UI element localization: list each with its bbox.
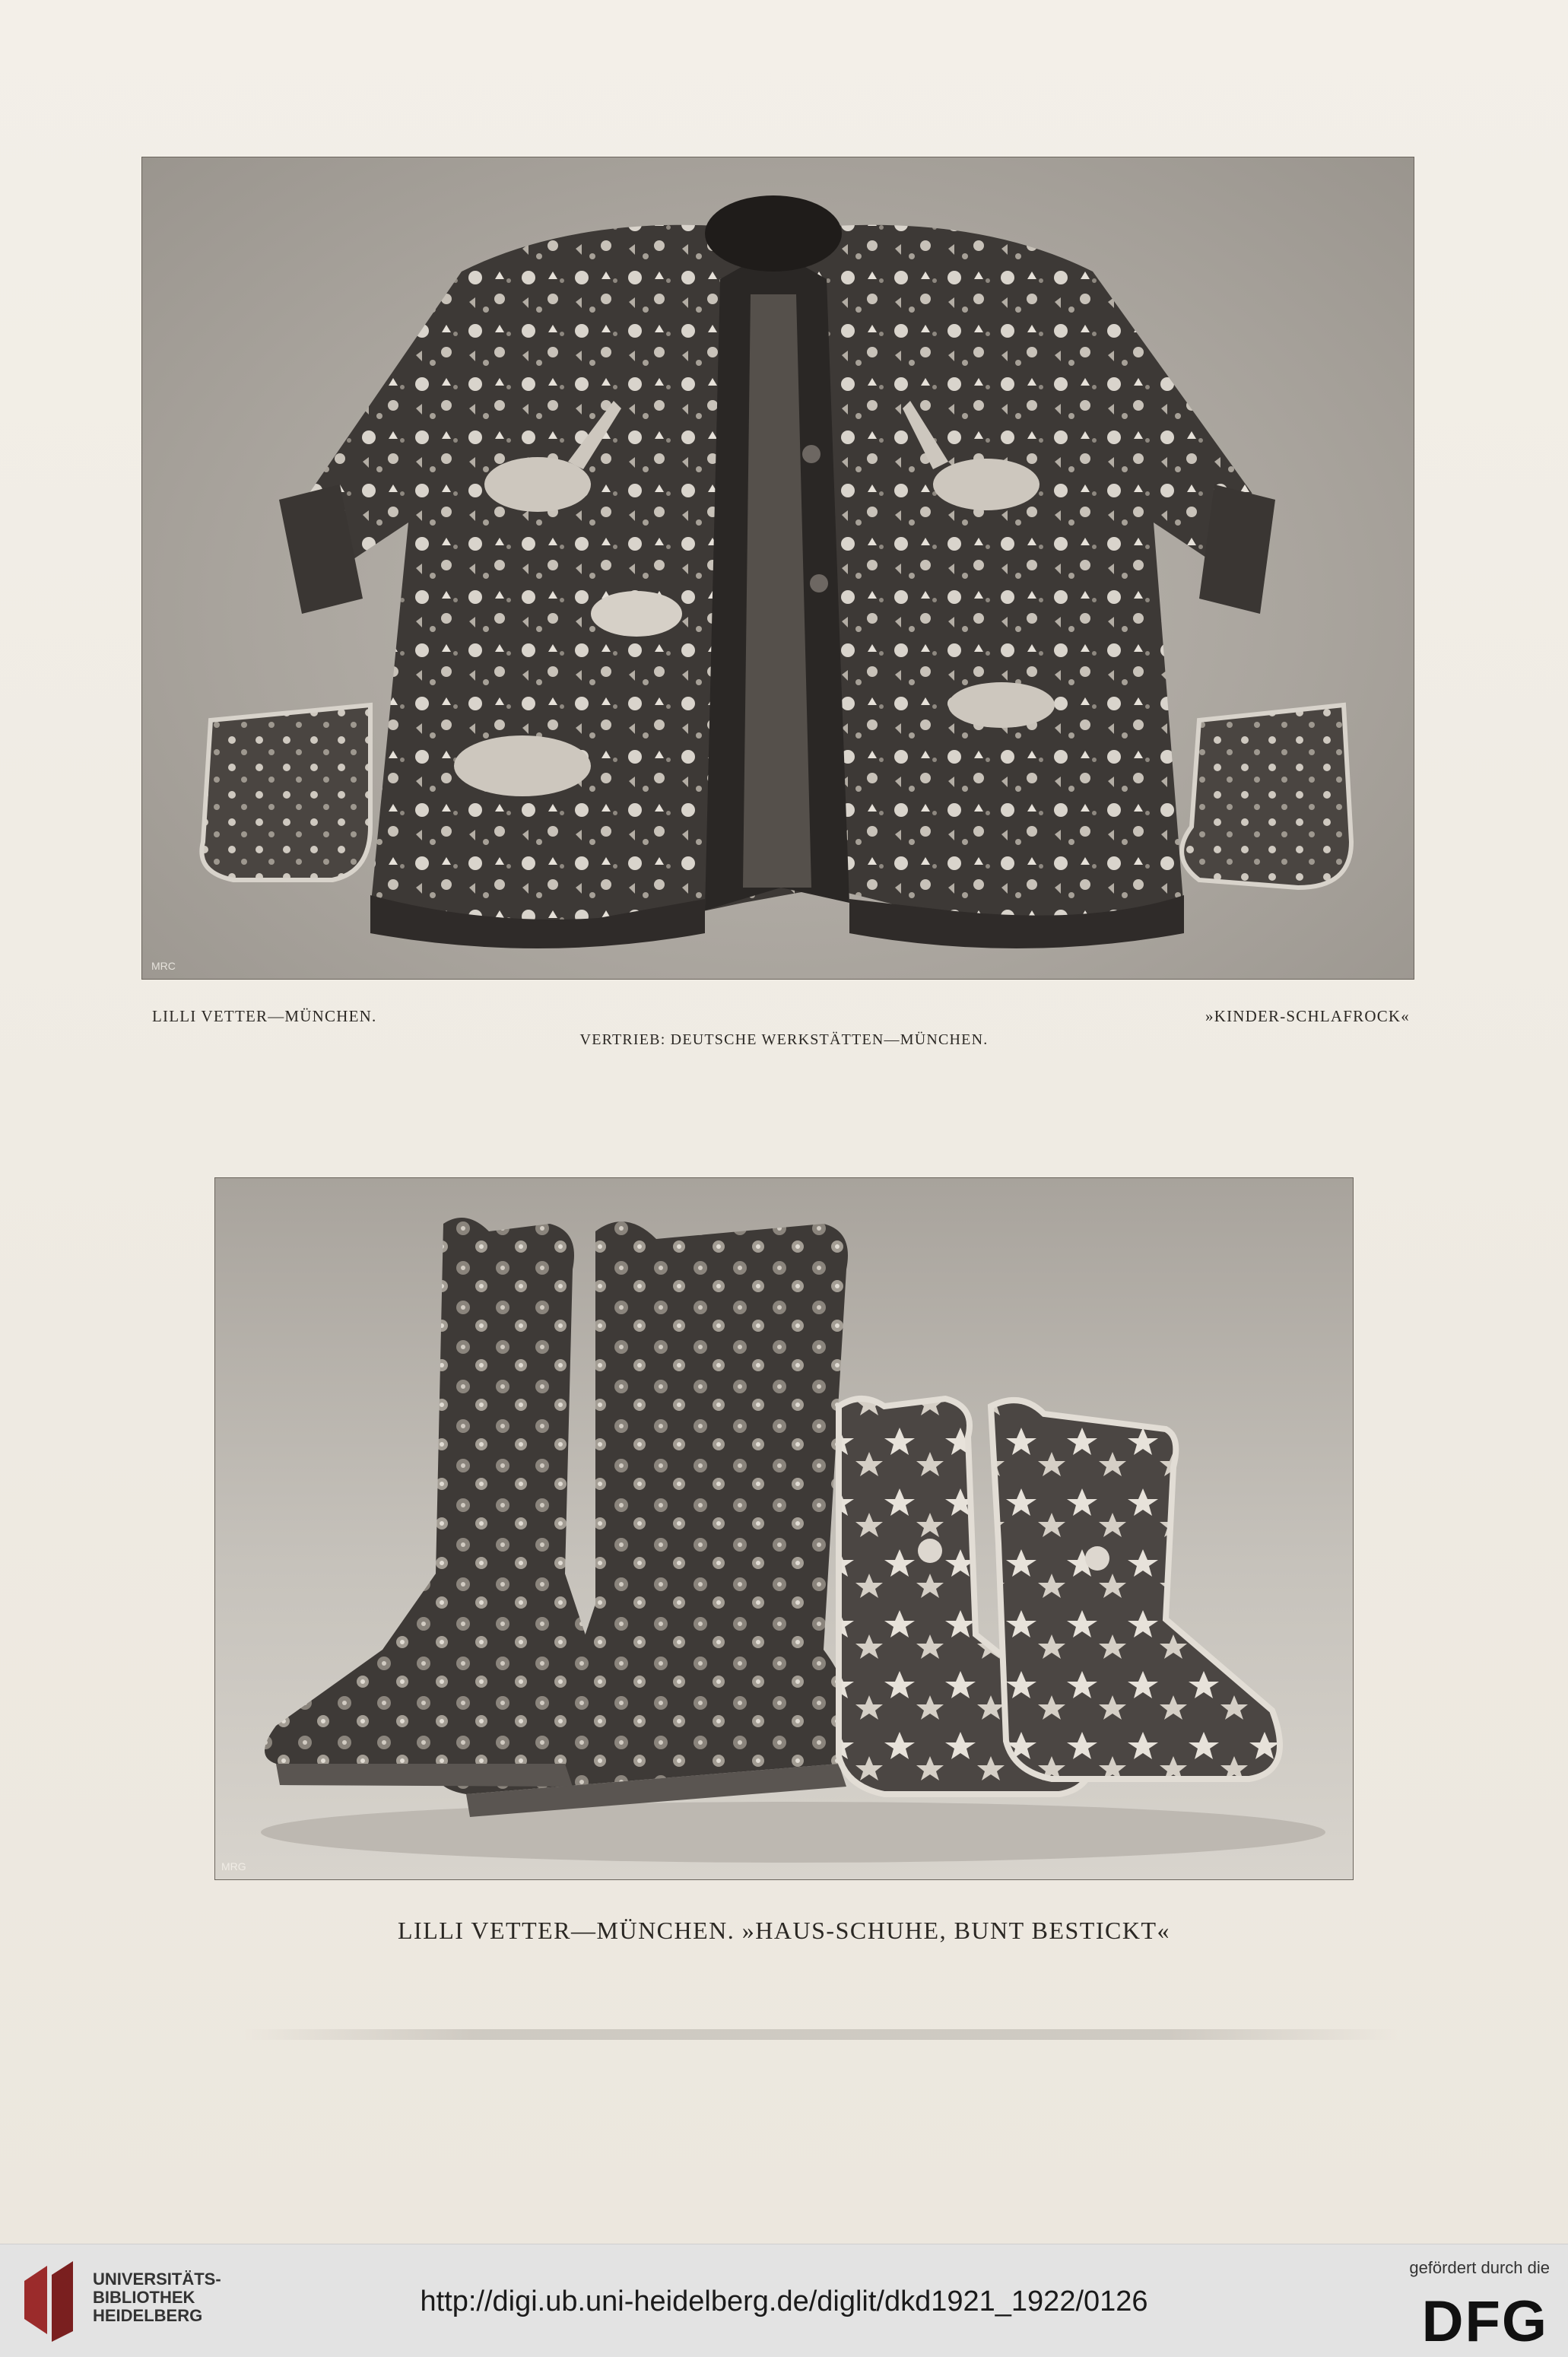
top-caption-title: »KINDER-SCHLAFROCK« (1205, 1007, 1410, 1025)
show-through-text-line (243, 2029, 1399, 2040)
library-line-1: UNIVERSITÄTS- (93, 2270, 221, 2289)
funding-note: gefördert durch die (1409, 2258, 1550, 2277)
footer-bar (0, 2244, 1568, 2357)
top-caption-artist: LILLI VETTER—MÜNCHEN. (152, 1007, 377, 1025)
dfg-logo: DFG (1421, 2289, 1548, 2354)
document-url[interactable]: http://digi.ub.uni-heidelberg.de/diglit/dkd1921_1922/0126 (420, 2286, 1148, 2317)
library-line-2: BIBLIOTHEK (93, 2288, 195, 2307)
library-line-3: HEIDELBERG (93, 2306, 203, 2325)
dressing-gown-illustration (142, 157, 1414, 979)
photo-haus-schuhe (214, 1177, 1354, 1880)
house-shoes-illustration (215, 1178, 1353, 1879)
svg-text:MRC: MRC (151, 960, 176, 972)
top-caption-distribution: VERTRIEB: DEUTSCHE WERKSTÄTTEN—MÜNCHEN. (579, 1031, 989, 1048)
svg-text:MRG: MRG (221, 1860, 246, 1873)
photo-kinder-schlafrock (141, 157, 1414, 980)
bottom-caption: LILLI VETTER—MÜNCHEN. »HAUS-SCHUHE, BUNT BESTICKT« (397, 1917, 1170, 1944)
